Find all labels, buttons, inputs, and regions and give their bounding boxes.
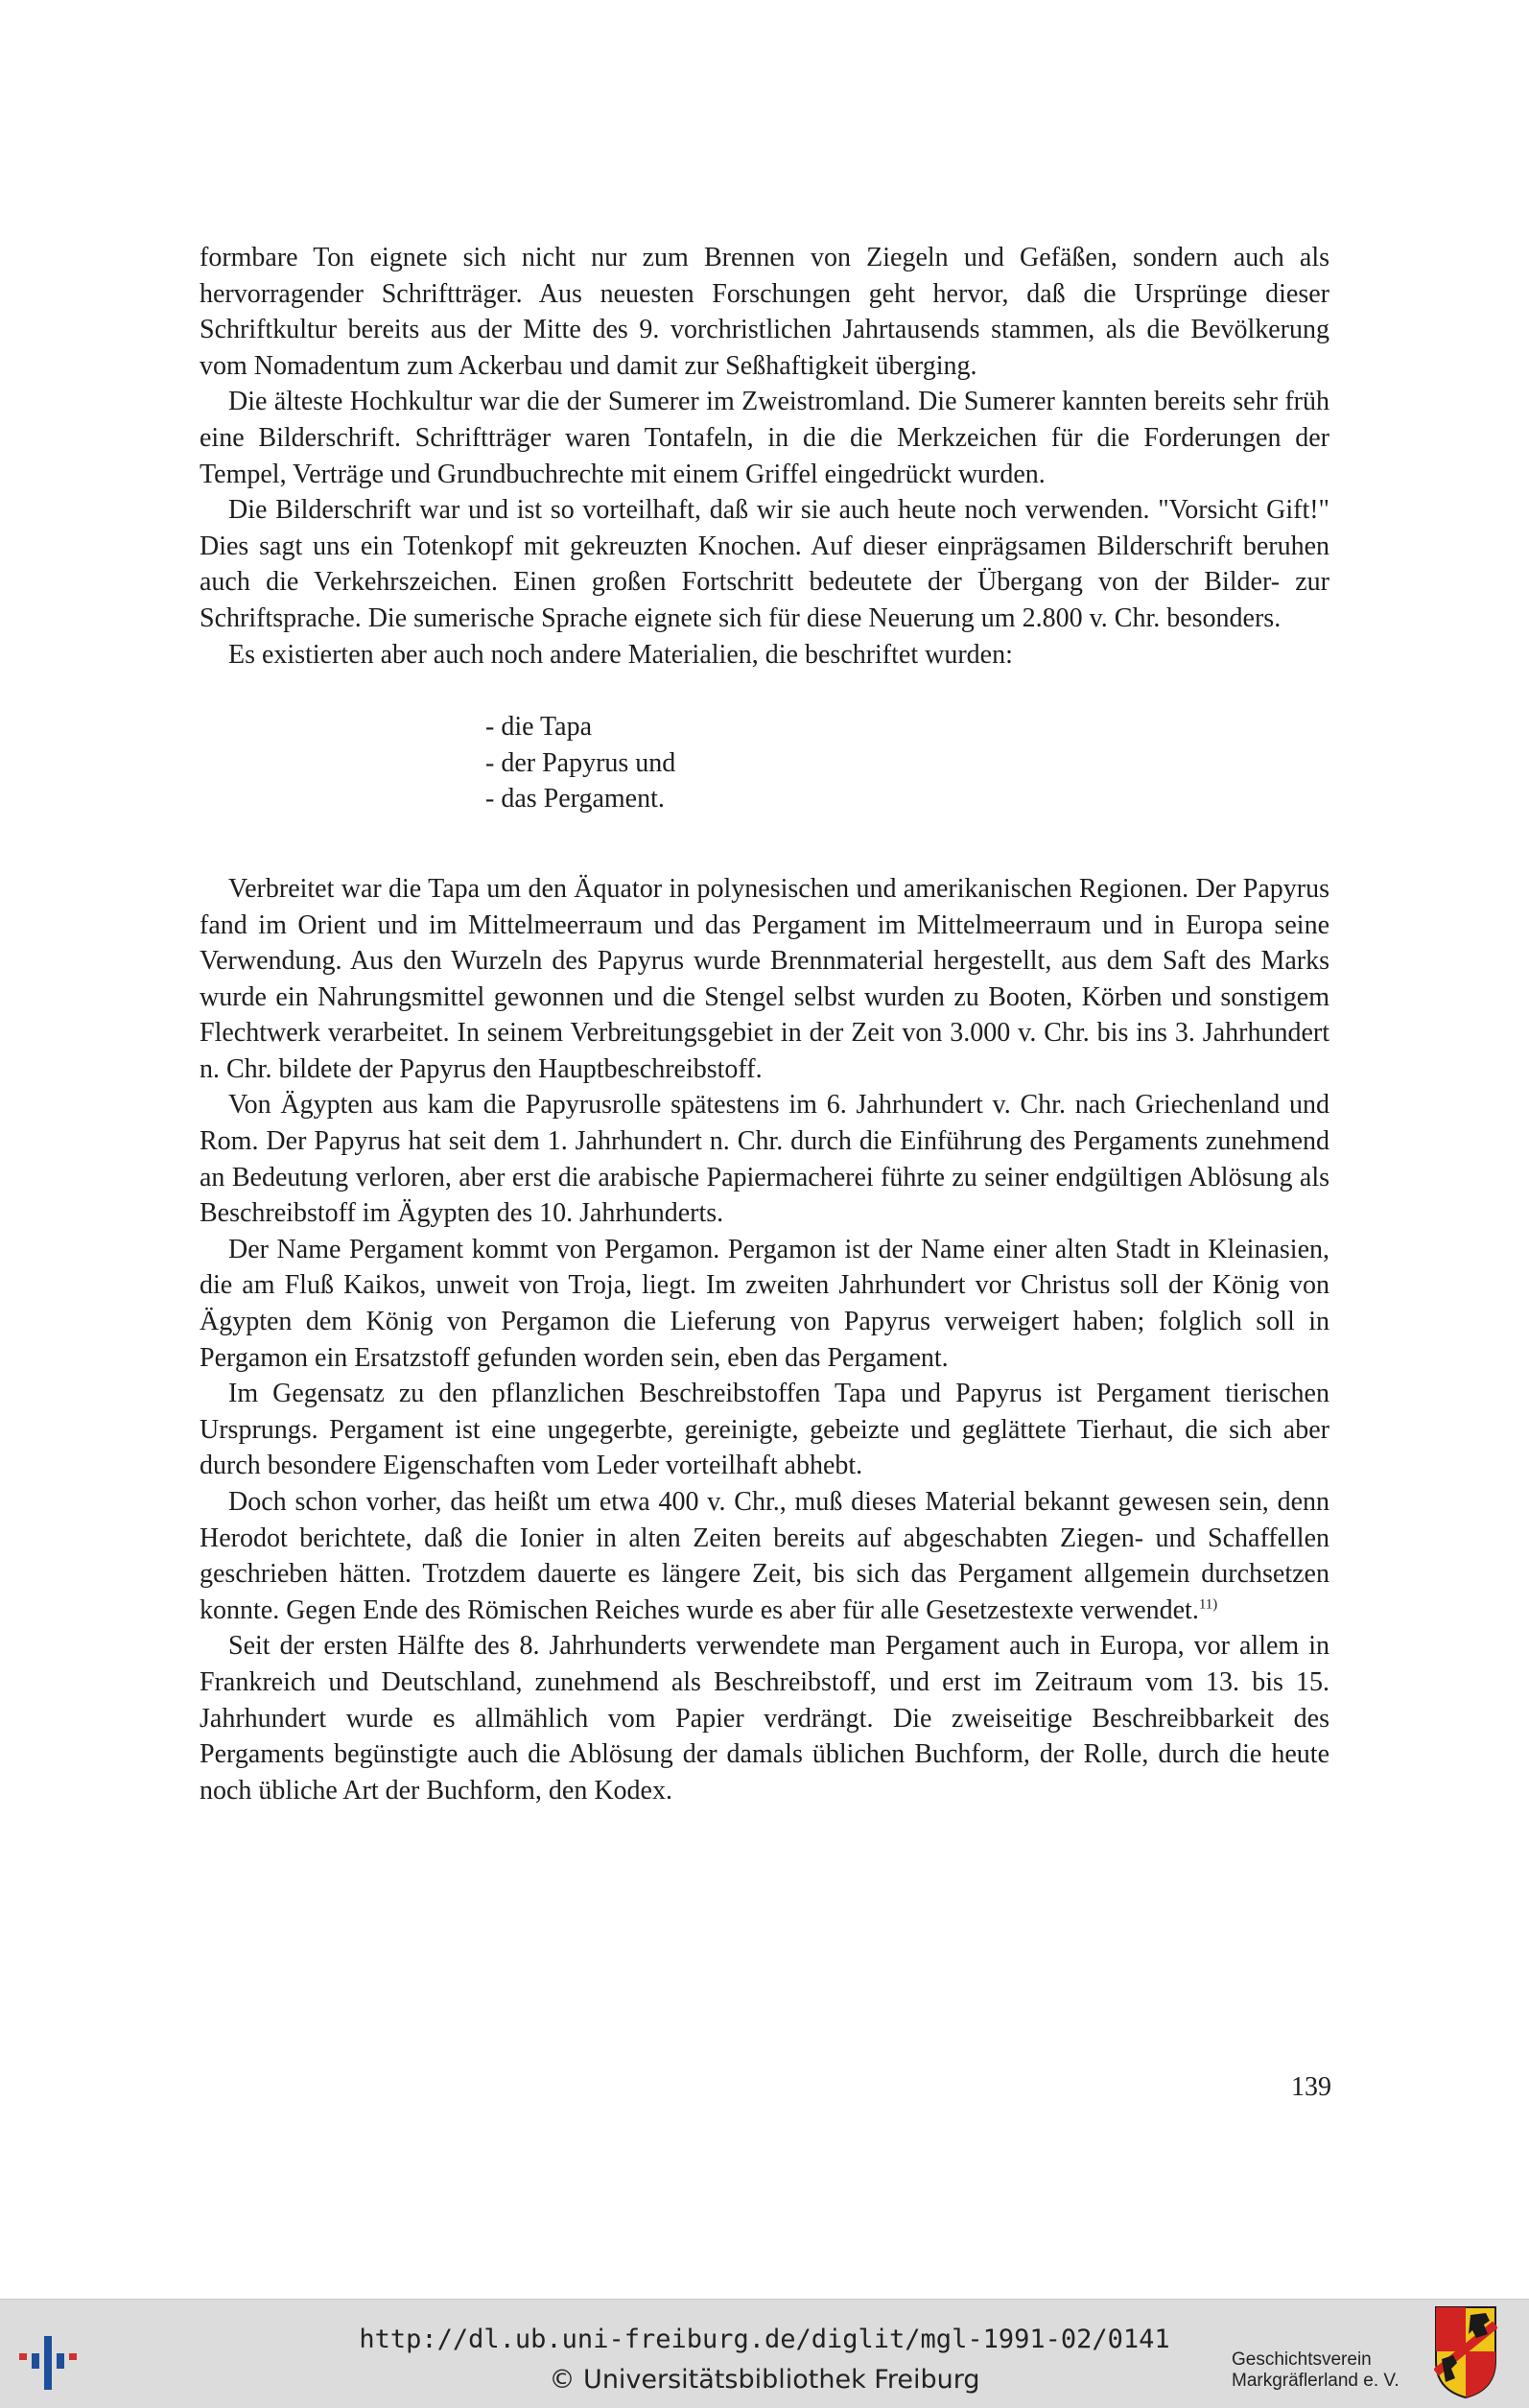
shield-quarter bbox=[1436, 2307, 1466, 2351]
body-paragraph: Die Bilderschrift war und ist so vorteilhaft, daß wir sie auch heute noch verwenden. "Vorsicht Gift!" Dies sagt uns ein Totenkopf mit gekreuzten Knochen. Auf dieser einprägsamen Bilderschrift beruhen auch die Verkehrszeichen. Einen großen Fortschritt bedeutete der Übergang von der Bilder- zur Schriftsprache. Die sumerische Sprache eignete sich für diese Neuerung um 2.800 v. Chr. besonders. bbox=[200, 495, 1329, 633]
list-item: - die Tapa bbox=[485, 712, 593, 743]
footnote-reference[interactable]: 11) bbox=[1198, 1596, 1218, 1613]
viewer-footer bbox=[0, 2299, 1529, 2408]
society-name-line: Markgräflerland e. V. bbox=[1232, 2371, 1400, 2391]
body-paragraph: Verbreitet war die Tapa um den Äquator in polynesischen und amerikanischen Regionen. Der Papyrus fand im Orient und im Mittelmeerraum und das Pergament im Mittelmeerraum und in Europa seine Verwendung. Aus den Wurzeln des Papyrus wurde Brennmaterial hergestellt, aus dem Saft des Marks wurde ein Nahrungsmittel gewonnen und die Stengel selbst wurden zu Booten, Körben und sonstigem Flechtwerk verarbeitet. In seinem Verbreitungsgebiet in der Zeit von 3.000 v. Chr. bis ins 3. Jahrhundert n. Chr. bildete der Papyrus den Hauptbeschreibstoff. bbox=[200, 873, 1329, 1084]
list-item: - das Pergament. bbox=[485, 784, 665, 814]
coat-of-arms-icon bbox=[1434, 2305, 1497, 2399]
list-item: - der Papyrus und bbox=[485, 747, 676, 778]
copyright-notice: © Universitätsbibliothek Freiburg bbox=[549, 2365, 980, 2395]
body-paragraph bbox=[200, 1484, 1329, 1628]
document-url-link[interactable]: http://dl.ub.uni-freiburg.de/diglit/mgl-1991-02/0141 bbox=[359, 2325, 1170, 2354]
body-paragraph: formbare Ton eignete sich nicht nur zum Brennen von Ziegeln und Gefäßen, sondern auch als hervorragender Schriftträger. Aus neuesten Forschungen geht hervor, daß die Ursprünge dieser Schriftkultur bereits aus der Mitte des 9. vorchristlichen Jahrtausends stammen, als die Bevölkerung vom Nomadentum zum Ackerbau und damit zur Seßhaftigkeit überging. bbox=[200, 243, 1329, 381]
materials-list bbox=[200, 709, 1329, 817]
body-paragraph: Der Name Pergament kommt von Pergamon. Pergamon ist der Name einer alten Stadt in Kleinasien, die am Fluß Kaikos, unweit von Troja, liegt. Im zweiten Jahrhundert vor Christus soll der König von Ägypten dem König von Pergamon die Lieferung von Papyrus verweigert haben; folglich soll in Pergamon ein Ersatzstoff gefunden worden sein, eben das Pergament. bbox=[200, 1234, 1329, 1373]
paragraph-text: Doch schon vorher, das heißt um etwa 400 v. Chr., muß dieses Material bekannt gewesen sein, denn Herodot berichtete, daß die Ionier in alten Zeiten bereits auf abgeschabten Ziegen- und Schaffellen geschrieben hätten. Trotzdem dauerte es längere Zeit, bis sich das Pergament allgemein durchsetzen konnte. Gegen Ende des Römischen Reiches wurde es aber für alle Gesetzestexte verwendet. bbox=[200, 1487, 1329, 1625]
article-body bbox=[200, 240, 1329, 1808]
body-paragraph: Es existierten aber auch noch andere Materialien, die beschriftet wurden: bbox=[228, 639, 1013, 670]
shield-quarter bbox=[1466, 2351, 1495, 2397]
society-name bbox=[1232, 2349, 1423, 2392]
body-paragraph: Die älteste Hochkultur war die der Sumerer im Zweistromland. Die Sumerer kannten bereits sehr früh eine Bilderschrift. Schriftträger waren Tontafeln, in die die Merkzeichen für die Forderungen der Tempel, Verträge und Grundbuchrechte mit einem Griffel eingedrückt wurden. bbox=[200, 387, 1329, 489]
logo-bar bbox=[19, 2353, 27, 2360]
body-paragraph: Von Ägypten aus kam die Papyrusrolle spätestens im 6. Jahrhundert v. Chr. nach Griechenland und Rom. Der Papyrus hat seit dem 1. Jahrhundert n. Chr. durch die Einführung des Pergaments zunehmend an Bedeutung verloren, aber erst die arabische Papiermacherei führte zu seiner endgültigen Ablösung als Beschreibstoff im Ägypten des 10. Jahrhunderts. bbox=[200, 1090, 1329, 1229]
page-number: 139 bbox=[1291, 2072, 1331, 2102]
body-paragraph: Seit der ersten Hälfte des 8. Jahrhunderts verwendete man Pergament auch in Europa, vor allem in Frankreich und Deutschland, zunehmend als Beschreibstoff, und erst im Zeitraum vom 13. bis 15. Jahrhundert wurde es allmählich vom Papier verdrängt. Die zweiseitige Beschreibbarkeit des Pergaments begünstigte auch die Ablösung der damals üblichen Buchform, der Rolle, durch die heute noch übliche Art der Buchform, den Kodex. bbox=[200, 1631, 1329, 1806]
logo-bar bbox=[69, 2353, 77, 2360]
body-paragraph: Im Gegensatz zu den pflanzlichen Beschreibstoffen Tapa und Papyrus ist Pergament tierischen Ursprungs. Pergament ist eine ungegerbte, gereinigte, gebeizte und geglättete Tierhaut, die sich aber durch besondere Eigenschaften vom Leder vorteilhaft abhebt. bbox=[200, 1379, 1329, 1481]
society-name-line: Geschichtsverein bbox=[1232, 2349, 1372, 2370]
